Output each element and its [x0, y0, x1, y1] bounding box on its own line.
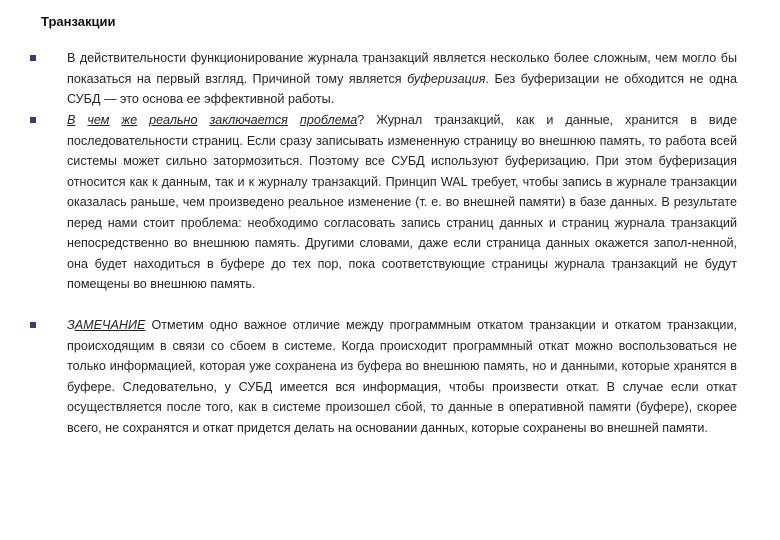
question-word: проблема — [299, 113, 358, 127]
question-word: заключается — [209, 113, 288, 127]
question-word: же — [121, 113, 138, 127]
slide-title: Транзакции — [41, 14, 116, 29]
question-word: реально — [149, 113, 198, 127]
bullet-text-1 — [67, 48, 737, 110]
square-bullet-icon — [30, 322, 36, 328]
bullet-1-text-pre: В действительности функционирование журнала транзакций является несколько более сложным, чем могло бы показаться на первый взгляд. Причиной тому является — [67, 51, 737, 86]
question-word: чем — [87, 113, 110, 127]
question-word: В — [67, 113, 76, 127]
bullet-2-text: ? Журнал транзакций, как и данные, хранится в виде последовательности страниц. Если сразу записывать измененную страницу во внешнюю память, то работа всей системы может сильно затормозиться. Поэтому все СУБД используют буферизацию. При этом буферизация относится как к данным, так и к журналу транзакций. Принцип WAL требует, чтобы запись в журнале транзакции оказалась раньше, чем произведено реальное изменение (т. е. во внешней памяти) в базе данных. В результате перед нами стоит проблема: необходимо согласовать запись страниц данных и страниц журнала транзакций непосредственно во внешнюю память. Другими словами, даже если страница данных окажется запол-ненной, она будет находиться в буфере до тех пор, пока соответствующие страницы журнала транзакций не будут помещены во внешнюю память. — [67, 113, 737, 291]
bullet-text-2 — [67, 110, 737, 295]
note-label-lead: З — [67, 318, 75, 332]
bullet-1-term: буферизация — [407, 71, 486, 86]
square-bullet-icon — [30, 117, 36, 123]
bullet-1-text-post: . Без буферизации не обходится не одна СУБД — это основа ее эффективной работы. — [67, 71, 737, 106]
bullet-text-3 — [67, 315, 737, 438]
square-bullet-icon — [30, 55, 36, 61]
bullet-3-text: Отметим одно важное отличие между программным откатом транзакции и откатом транзакции, происходящим в связи со сбоем в системе. Когда происходит программный откат можно воспользоваться не только информацией, которая уже сохранена из буфера во внешнюю память, но и данными, которые хранятся в буфере. Следовательно, у СУБД имеется вся информация, чтобы произвести откат. В случае если откат осуществляется после того, как в системе произошел сбой, то данные в оперативной памяти (буфере), скорее всего, не сохранятся и откат придется делать на основании данных, которые сохранены во внешней памяти. — [67, 318, 737, 435]
note-label: АМЕЧАНИЕ — [74, 318, 146, 332]
